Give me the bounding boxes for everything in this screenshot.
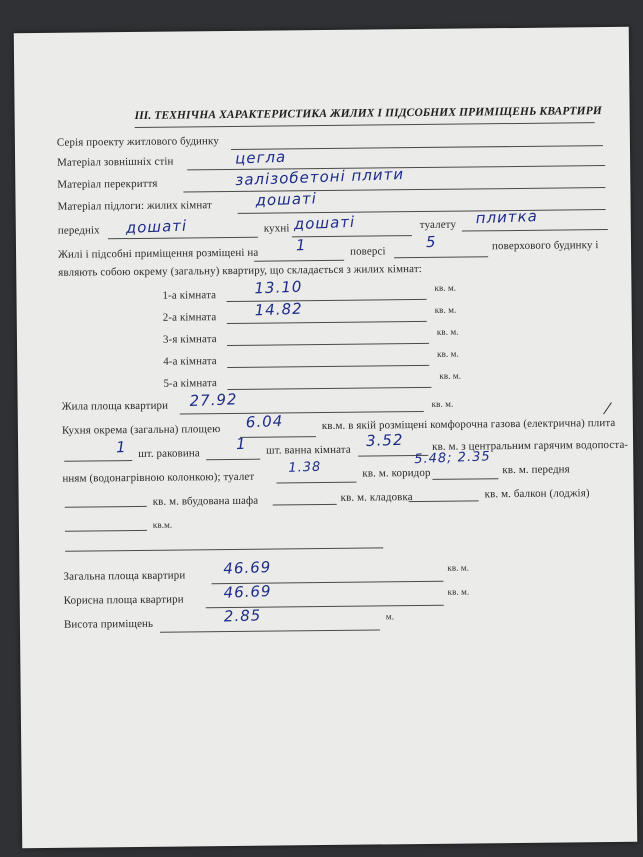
kitchen-area-label: Кухня окрема (загальна) площею — [61, 423, 221, 437]
bath-text: шт. ванна кімната — [266, 443, 351, 457]
series-line — [231, 145, 603, 150]
room-4-label: 4-а кімната — [163, 355, 217, 368]
room-2-value: 14.82 — [254, 299, 303, 320]
pantry-text: кв. м. кладовка — [340, 491, 413, 504]
room-4-line — [227, 365, 429, 368]
living-area-unit: кв. м. — [431, 398, 454, 409]
location-label: Жилі і підсобні приміщення розміщені на — [58, 246, 259, 261]
ceiling-label: Матеріал перекриття — [57, 177, 158, 191]
section-title: III. ТЕХНІЧНА ХАРАКТЕРИСТИКА ЖИЛИХ І ПІДСОБНИХ ПРИМІЩЕНЬ КВАРТИРИ — [134, 105, 602, 122]
total-area-unit: кв. м. — [447, 562, 470, 573]
room-3-line — [227, 343, 429, 346]
kitchen-stove-text: кв.м. в якій розміщені комфорочна газова (електрична) плита — [321, 416, 616, 433]
kitchen-area-line — [240, 436, 316, 438]
kitchen-value: дошаті — [293, 212, 356, 234]
kitchen-line — [292, 235, 412, 237]
bath-value: 3.52 — [365, 430, 404, 451]
living-area-label: Жила площа квартири — [61, 399, 169, 413]
floor-line — [238, 209, 606, 214]
height-value: 2.85 — [223, 606, 262, 626]
useful-area-unit: кв. м. — [447, 586, 470, 597]
corridor-line — [432, 478, 498, 480]
separator-line — [65, 547, 383, 551]
room-3-unit: кв. м. — [436, 326, 459, 337]
room-4-unit: кв. м. — [437, 348, 459, 359]
kitchen-label: кухні — [263, 222, 290, 235]
stove-count-line — [64, 460, 132, 462]
living-area-line — [180, 411, 424, 415]
form-page — [14, 27, 638, 848]
height-line — [160, 629, 380, 632]
total-floors-value: 5 — [425, 232, 437, 252]
wardrobe-line — [273, 504, 337, 506]
toilet-area-line — [276, 482, 356, 484]
room-2-unit: кв. м. — [434, 304, 457, 315]
pantry-line — [409, 500, 479, 502]
front-line — [108, 237, 258, 240]
total-area-value: 46.69 — [223, 557, 272, 578]
sink-count-value: 1 — [235, 434, 247, 454]
walls-label: Матеріал зовнішніх стін — [57, 155, 174, 169]
height-unit: м. — [385, 611, 395, 622]
room-5-line — [227, 387, 431, 390]
hot-water-text: кв. м. з центральним гарячим водопоста- — [432, 438, 629, 453]
hall-text: кв. м. передня — [502, 463, 570, 477]
room-1-label: 1-а кімната — [162, 289, 217, 302]
total-floors-line — [394, 256, 488, 258]
water-heater-text: нням (водонагрівною колонкою); туалет — [62, 470, 255, 485]
stove-count-value: 1 — [115, 437, 127, 457]
toilet-label: туалету — [419, 218, 457, 232]
kitchen-area-value: 6.04 — [245, 411, 284, 432]
series-label: Серія проекту житлового будинку — [56, 135, 219, 149]
front-label: передніх — [57, 224, 100, 237]
wardrobe-text: кв. м. вбудована шафа — [152, 494, 259, 508]
room-5-label: 5-а кімната — [163, 377, 218, 390]
toilet-area-value: 1.38 — [288, 459, 322, 476]
room-2-label: 2-а кімната — [162, 311, 217, 324]
margin-tick-mark — [597, 398, 612, 415]
room-1-unit: кв. м. — [434, 282, 457, 293]
front-value: дошаті — [125, 216, 188, 237]
balcony-text: кв. м. балкон (лоджія) — [484, 487, 590, 501]
title-underline — [135, 122, 595, 128]
walls-value: цегла — [234, 147, 287, 168]
sink-text: шт. раковина — [138, 447, 200, 460]
balcony-line — [65, 530, 147, 532]
corridor-text: кв. м. коридор — [362, 466, 431, 480]
toilet-line — [462, 229, 608, 232]
total-area-label: Загальна площа квартири — [63, 569, 186, 583]
useful-area-value: 46.69 — [223, 581, 272, 602]
ceiling-value: залізобетоні плити — [234, 164, 405, 190]
toilet-value: плитка — [475, 206, 539, 228]
living-area-value: 27.92 — [189, 390, 238, 411]
height-label: Висота приміщень — [63, 617, 154, 631]
floor-word: поверсі — [349, 245, 386, 258]
balcony-unit: кв.м. — [152, 519, 173, 530]
room-1-value: 13.10 — [254, 277, 303, 298]
room-2-line — [227, 321, 427, 324]
corridor-value: 5.48; 2.35 — [413, 449, 491, 468]
floor-num-value: 1 — [295, 236, 307, 255]
separate-text: являють собою окрему (загальну) квартиру, що складається з жилих кімнат: — [58, 262, 422, 279]
sink-count-line — [206, 459, 260, 461]
floor-value: дошаті — [255, 189, 318, 210]
floor-label: Матеріал підлоги: жилих кімнат — [57, 199, 212, 213]
useful-area-label: Корисна площа квартири — [63, 593, 184, 607]
room-5-unit: кв. м. — [439, 370, 462, 381]
hall-line — [65, 506, 147, 508]
floor-num-line — [254, 260, 344, 262]
room-3-label: 3-я кімната — [162, 333, 217, 346]
building-suffix: поверхового будинку і — [491, 239, 599, 253]
